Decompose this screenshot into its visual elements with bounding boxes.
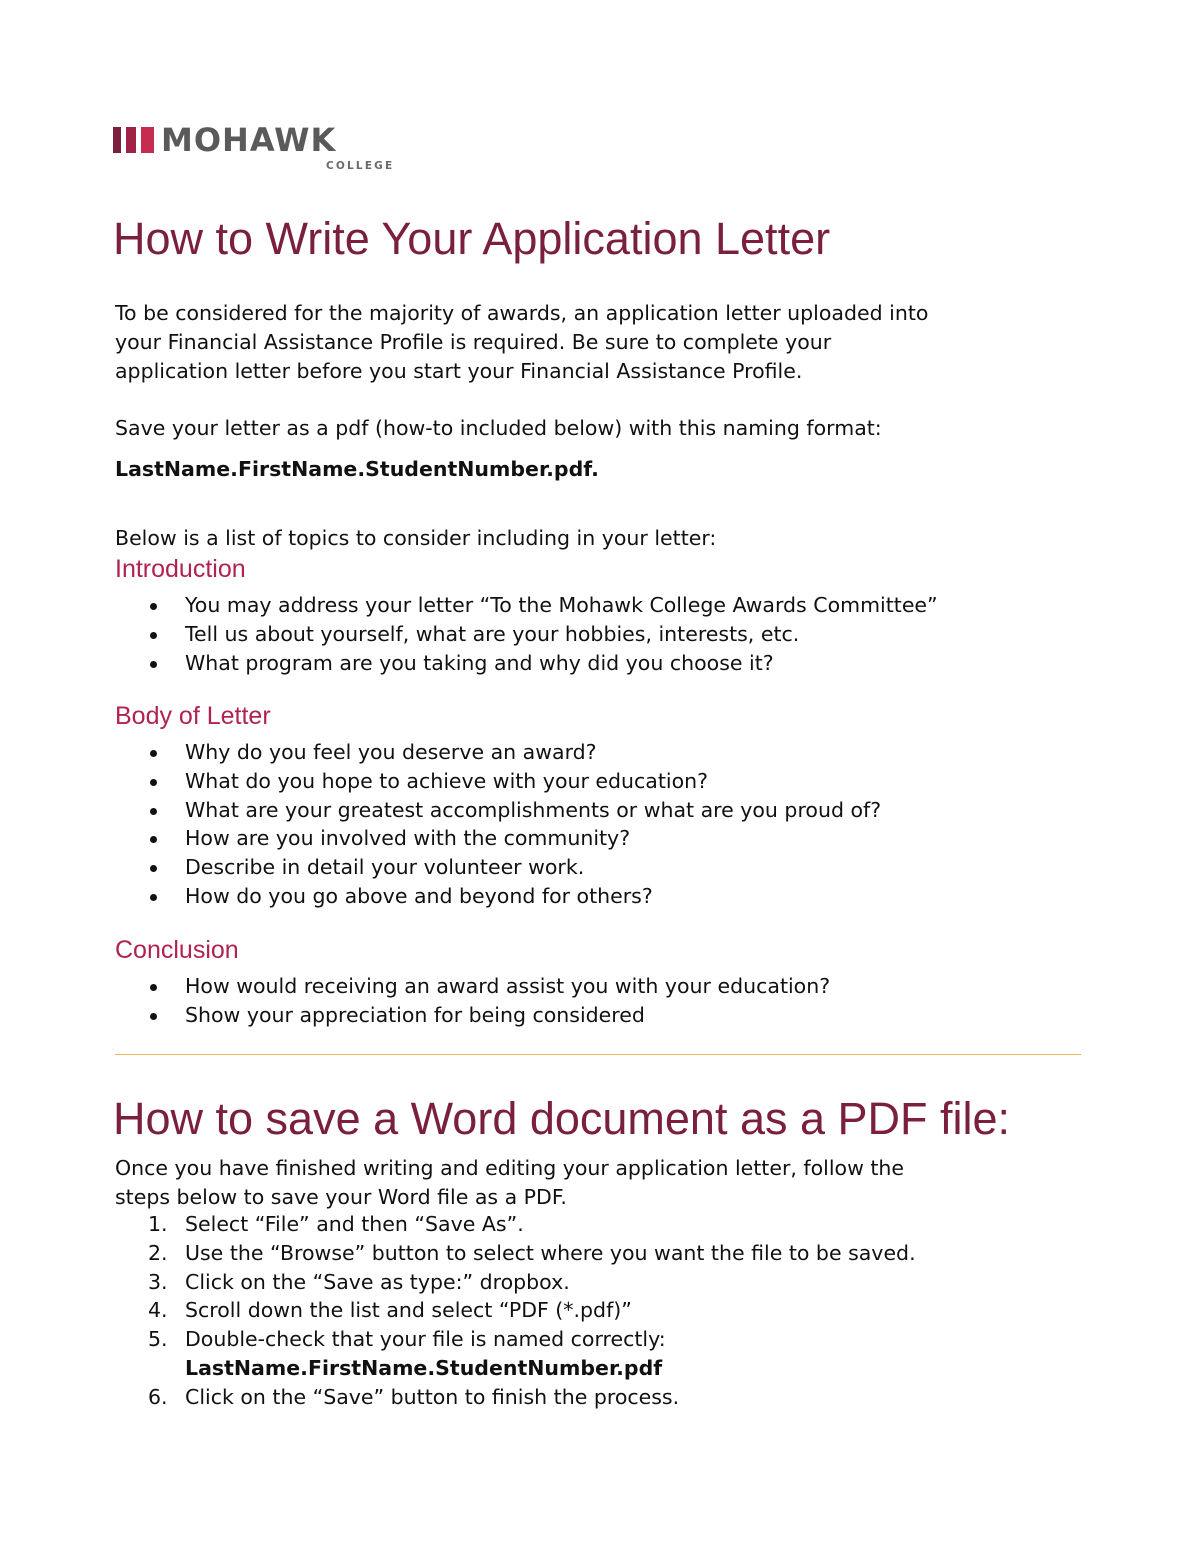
naming-format: LastName.FirstName.StudentNumber.pdf. [115,457,599,481]
section-divider [115,1054,1081,1055]
list-item: Describe in detail your volunteer work. [150,853,881,882]
step-number: 2. [148,1240,168,1265]
conclusion-list [150,972,830,1030]
introduction-list [150,591,938,677]
logo-bar [113,127,121,153]
step-item [148,1210,916,1239]
step-text: Scroll down the list and select “PDF (*.pdf)” [185,1298,632,1323]
logo-wordmark: MOHAWK [161,121,337,159]
step-text: Click on the “Save as type:” dropbox. [185,1269,570,1294]
step-item [148,1383,916,1412]
list-item: What program are you taking and why did you choose it? [150,649,938,678]
logo-subtitle: COLLEGE [326,160,395,172]
step-number: 3. [148,1269,168,1294]
list-item: Tell us about yourself, what are your hobbies, interests, etc. [150,620,938,649]
step-item [148,1268,916,1297]
body-list [150,738,881,911]
topics-intro: Below is a list of topics to consider including in your letter: [115,526,717,550]
step-number: 6. [148,1384,168,1409]
mohawk-college-logo [113,121,413,175]
heading-introduction: Introduction [115,555,246,583]
step-item [148,1239,916,1268]
save-instruction: Save your letter as a pdf (how-to included below) with this naming format: [115,416,882,440]
pdf-intro-paragraph: Once you have finished writing and editing your application letter, follow the steps below to save your Word file as a PDF. [115,1156,905,1209]
step-item [148,1296,916,1325]
step-filename: LastName.FirstName.StudentNumber.pdf [185,1355,663,1380]
list-item: Show your appreciation for being considered [150,1001,830,1030]
intro-paragraph: To be considered for the majority of awards, an application letter uploaded into your Financial Assistance Profile is required. Be sure to complete your application letter before you start your Financial Assistance Profile. [115,301,929,383]
list-item: How would receiving an award assist you with your education? [150,972,830,1001]
step-text: Select “File” and then “Save As”. [185,1212,524,1236]
step-number: 5. [148,1327,168,1352]
step-item [148,1325,916,1383]
step-number: 1. [148,1212,168,1236]
pdf-section-title: How to save a Word document as a PDF file: [113,1093,1011,1144]
step-text: Use the “Browse” button to select where you want the file to be saved. [185,1240,916,1265]
step-text: Double-check that your file is named correctly: [185,1327,666,1352]
list-item: You may address your letter “To the Mohawk College Awards Committee” [150,591,938,620]
pdf-steps-list [148,1210,916,1412]
logo-bar [126,127,136,153]
heading-body-of-letter: Body of Letter [115,702,271,730]
list-item: How are you involved with the community? [150,824,881,853]
list-item: How do you go above and beyond for others? [150,882,881,911]
logo-bar [141,127,154,153]
step-number: 4. [148,1298,168,1323]
step-text: Click on the “Save” button to finish the process. [185,1384,680,1409]
heading-conclusion: Conclusion [115,936,239,964]
page-title: How to Write Your Application Letter [113,213,831,264]
list-item: Why do you feel you deserve an award? [150,738,881,767]
list-item: What are your greatest accomplishments or what are you proud of? [150,796,881,825]
list-item: What do you hope to achieve with your education? [150,767,881,796]
